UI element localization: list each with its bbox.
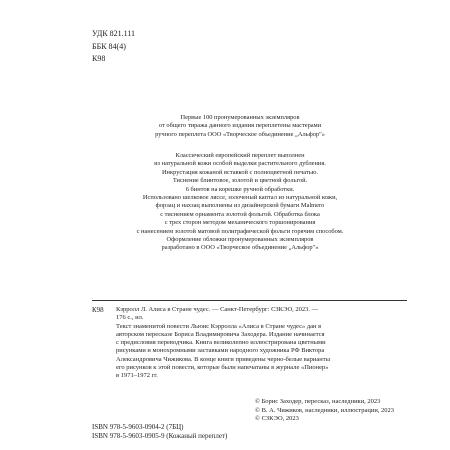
- catalog-line: авторском пересказе Бориса Владимировича Заходера. Издание начинается: [116, 330, 325, 338]
- classification-codes: [92, 28, 135, 66]
- catalog-code: К98: [92, 306, 104, 314]
- catalog-line: в 1971–1972 гг.: [116, 372, 158, 380]
- binding-note-line: Оформление обложки пронумерованных экземпляров: [166, 236, 314, 244]
- binding-note: [110, 152, 370, 253]
- isbn-line: ISBN 978-5-9603-0905-9 (Кожаный переплет): [92, 432, 228, 440]
- binding-note-line: из натуральной кожи особой выделки растительного дубления.: [154, 160, 326, 168]
- udk-code: УДК 821.111: [92, 29, 136, 38]
- binding-note-line: Тиснение блинтовое, золотой и цветной фольгой.: [172, 177, 308, 185]
- copyright-line: © В. А. Чижиков, наследники, иллюстрации, 2023: [255, 406, 395, 414]
- binding-note-line: с нанесением золотой матовой полиграфической фольги горячим способом.: [136, 227, 344, 235]
- binding-note-line: 6 бинтов на корешке ручной обработки.: [185, 185, 295, 193]
- catalog-body: [116, 306, 407, 381]
- catalog-line: Александровича Чижикова. В конце книги приведены черно-белые варианты: [116, 355, 330, 363]
- binding-note-line: Инкрустация кожаной вставкой с полноцветной печатью.: [161, 168, 319, 176]
- binding-note-line: Классический европейский переплет выполнен: [175, 152, 305, 159]
- binding-note-line: разработано в ООО «Творческое объединение „Альфор"»: [161, 244, 319, 252]
- edition-note-line: от общего тиража данного издания переплетены мастерами: [158, 122, 322, 130]
- catalog-line: с предисловия переводчика. Книга великолепно иллюстрирована цветными: [116, 339, 326, 347]
- binding-note-line: форзац и нахзац выполнены из дизайнерской бумаги Malmero: [155, 202, 325, 210]
- catalog-line: Кэрролл Л. Алиса в Стране чудес. — Санкт-Петербург: СЗКЭО, 2023. —: [116, 306, 319, 313]
- isbn-block: [92, 423, 227, 441]
- author-mark: К98: [92, 54, 106, 63]
- catalog-line: 176 с., ил.: [116, 314, 144, 322]
- edition-note-line: Первые 100 пронумерованных экземпляров: [180, 114, 300, 121]
- catalog-line: Текст знаменитой повести Льюис Кэрролла «Алиса в Стране чудес» дан в: [116, 322, 322, 330]
- bbk-code: ББК 84(4): [92, 41, 126, 51]
- copyright-line: © СЗКЭО, 2023: [255, 415, 299, 423]
- edition-note-line: ручного переплета ООО «Творческое объединение „Альфор"»: [155, 130, 325, 138]
- binding-note-line: с трех сторон методом механического торшонирования: [164, 219, 316, 227]
- edition-note: [110, 114, 370, 139]
- copyright-line: © Борис Заходер, пересказ, наследники, 2023: [255, 398, 381, 405]
- isbn-line: ISBN 978-5-9603-0904-2 (7БЦ): [92, 423, 184, 431]
- catalog-line: его рисунков к этой повести, которые были напечатаны в журнале «Пионер»: [116, 364, 329, 372]
- divider-rule: [92, 300, 407, 301]
- catalog-line: рисунками и монохромными заставками народного художника РФ Виктора: [116, 347, 325, 355]
- copyright-block: [255, 398, 394, 424]
- binding-note-line: с тиснением орнамента золотой фольгой. Обработка блока: [160, 210, 320, 218]
- binding-note-line: Использовано шелковое ляссе, золоченый каптал из натуральной кожи,: [142, 194, 338, 202]
